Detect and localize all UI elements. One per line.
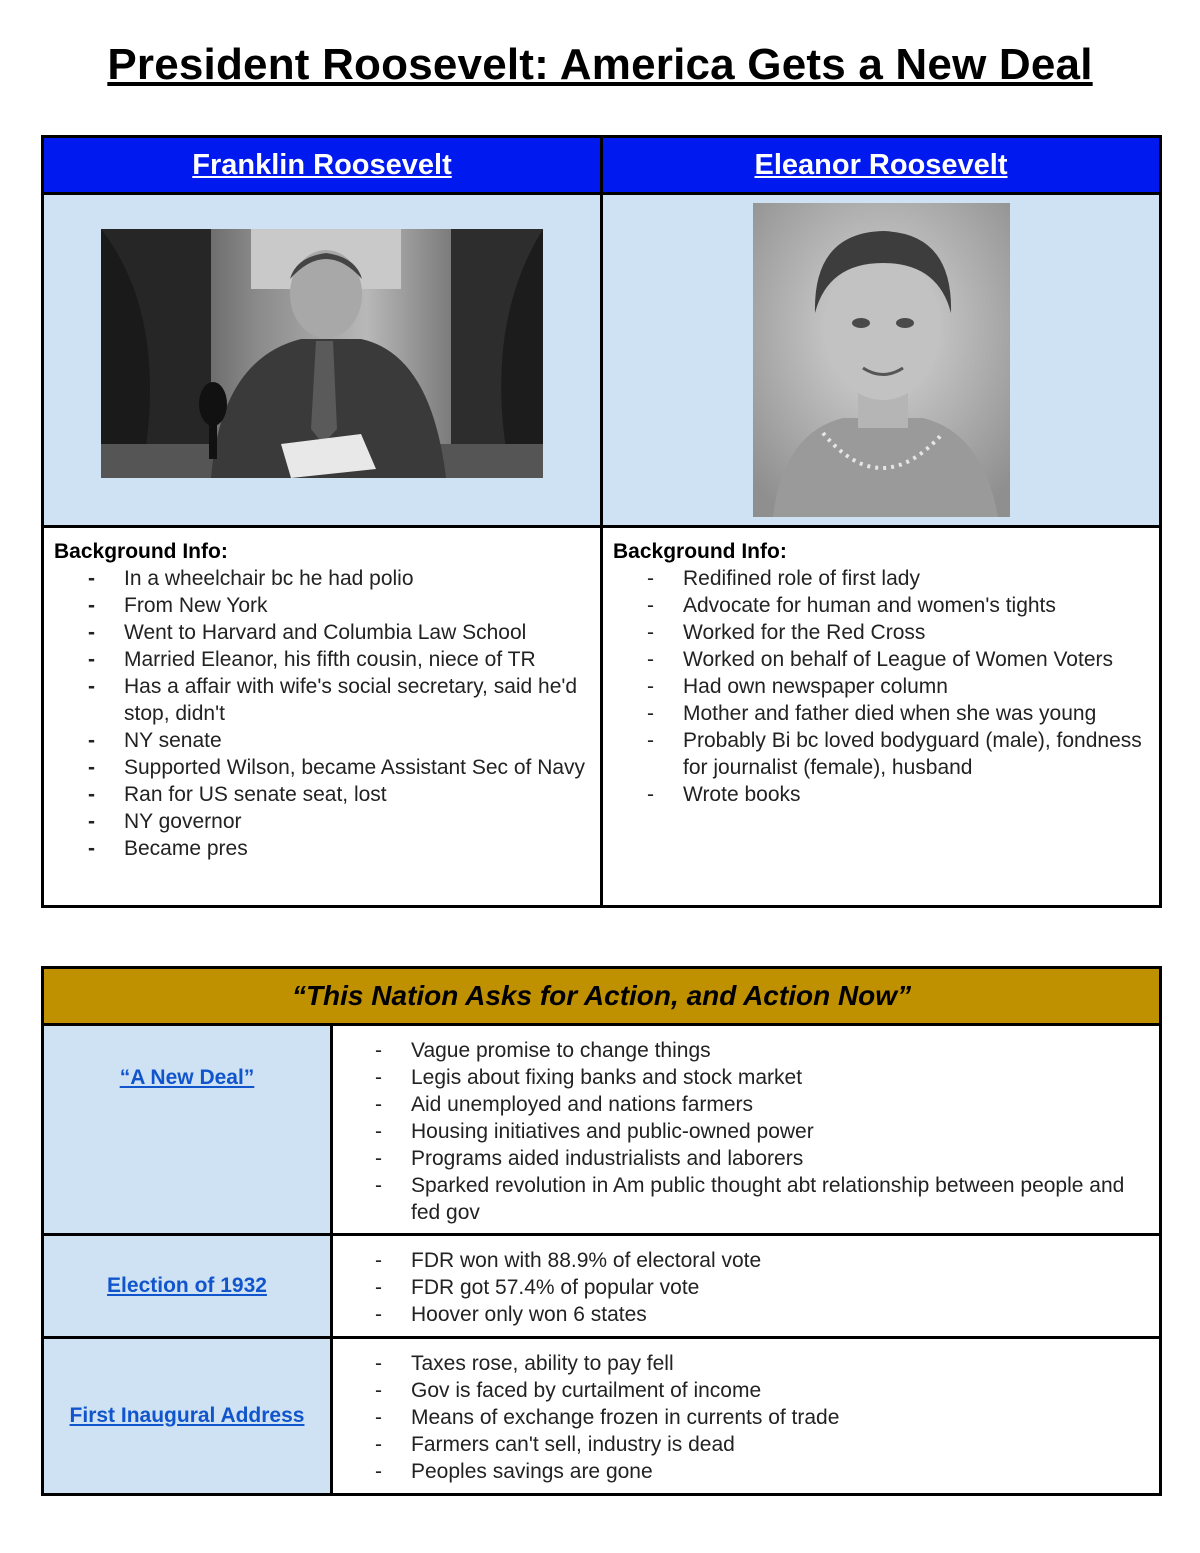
page-title: President Roosevelt: America Gets a New Deal	[107, 40, 1093, 89]
list-item: - Probably Bi bc loved bodyguard (male), fondness for journalist (female), husband	[647, 729, 1142, 779]
franklin-header	[43, 137, 602, 194]
topic-election-1932-link[interactable]: Election of 1932	[107, 1274, 267, 1297]
eleanor-bio-list	[613, 565, 1149, 808]
list-item: - From New York	[88, 594, 268, 617]
list-item: - Became pres	[88, 837, 248, 860]
list-item: - Farmers can't sell, industry is dead	[375, 1433, 735, 1456]
list-item: - NY governor	[88, 810, 242, 833]
eleanor-name-link[interactable]: Eleanor Roosevelt	[754, 148, 1008, 181]
topic-new-deal-link[interactable]: “A New Deal”	[119, 1066, 255, 1089]
franklin-photo-cell	[43, 194, 602, 527]
list-item: - Advocate for human and women's tights	[647, 594, 1056, 617]
notes-election-1932	[332, 1235, 1161, 1338]
list-item: - Vague promise to change things	[375, 1039, 711, 1062]
list-item: - Married Eleanor, his fifth cousin, niece of TR	[88, 648, 536, 671]
list-item: - Supported Wilson, became Assistant Sec of Navy	[88, 756, 586, 779]
list-item: - Means of exchange frozen in currents of trade	[375, 1406, 840, 1429]
notes-new-deal	[332, 1025, 1161, 1235]
eleanor-photo	[753, 203, 1010, 517]
topic-first-inaugural	[43, 1338, 332, 1495]
list-item: - Had own newspaper column	[647, 675, 948, 698]
list-item: - Hoover only won 6 states	[375, 1303, 647, 1326]
list-item: - FDR won with 88.9% of electoral vote	[375, 1249, 762, 1272]
franklin-name-link[interactable]: Franklin Roosevelt	[192, 148, 452, 181]
list-item: - FDR got 57.4% of popular vote	[375, 1276, 700, 1299]
eleanor-header	[602, 137, 1161, 194]
list-item: - Has a affair with wife's social secretary, said he'd stop, didn't	[88, 675, 578, 725]
list-item: - Mother and father died when she was young	[647, 702, 1097, 725]
list-item: - Ran for US senate seat, lost	[88, 783, 387, 806]
eleanor-bio-label: Background Info:	[613, 540, 787, 563]
list-item: - Gov is faced by curtailment of income	[375, 1379, 762, 1402]
eleanor-photo-cell	[602, 194, 1161, 527]
topic-first-inaugural-link[interactable]: First Inaugural Address	[69, 1404, 305, 1427]
franklin-bio-label: Background Info:	[54, 540, 228, 563]
franklin-bio-list	[54, 565, 590, 862]
topic-new-deal	[43, 1025, 332, 1235]
list-item: - Housing initiatives and public-owned power	[375, 1120, 814, 1143]
list-item: - Programs aided industrialists and laborers	[375, 1147, 804, 1170]
action-heading: “This Nation Asks for Action, and Action Now”	[43, 968, 1161, 1025]
list-item: - Peoples savings are gone	[375, 1460, 653, 1483]
list-item: - Redifined role of first lady	[647, 567, 920, 590]
action-table	[41, 966, 1162, 1496]
list-item: - Worked on behalf of League of Women Voters	[647, 648, 1113, 671]
list-item: - Taxes rose, ability to pay fell	[375, 1352, 674, 1375]
list-item: - Sparked revolution in Am public thought abt relationship between people and fed gov	[375, 1174, 1125, 1224]
roosevelts-table	[41, 135, 1162, 908]
list-item: - Wrote books	[647, 783, 801, 806]
list-item: - Worked for the Red Cross	[647, 621, 926, 644]
topic-election-1932	[43, 1235, 332, 1338]
notes-first-inaugural	[332, 1338, 1161, 1495]
list-item: - Went to Harvard and Columbia Law School	[88, 621, 527, 644]
list-item: - Aid unemployed and nations farmers	[375, 1093, 754, 1116]
eleanor-bio-cell	[602, 527, 1161, 907]
list-item: - Legis about fixing banks and stock market	[375, 1066, 803, 1089]
franklin-photo	[101, 229, 543, 478]
franklin-bio-cell	[43, 527, 602, 907]
list-item: - NY senate	[88, 729, 222, 752]
list-item: - In a wheelchair bc he had polio	[88, 567, 414, 590]
